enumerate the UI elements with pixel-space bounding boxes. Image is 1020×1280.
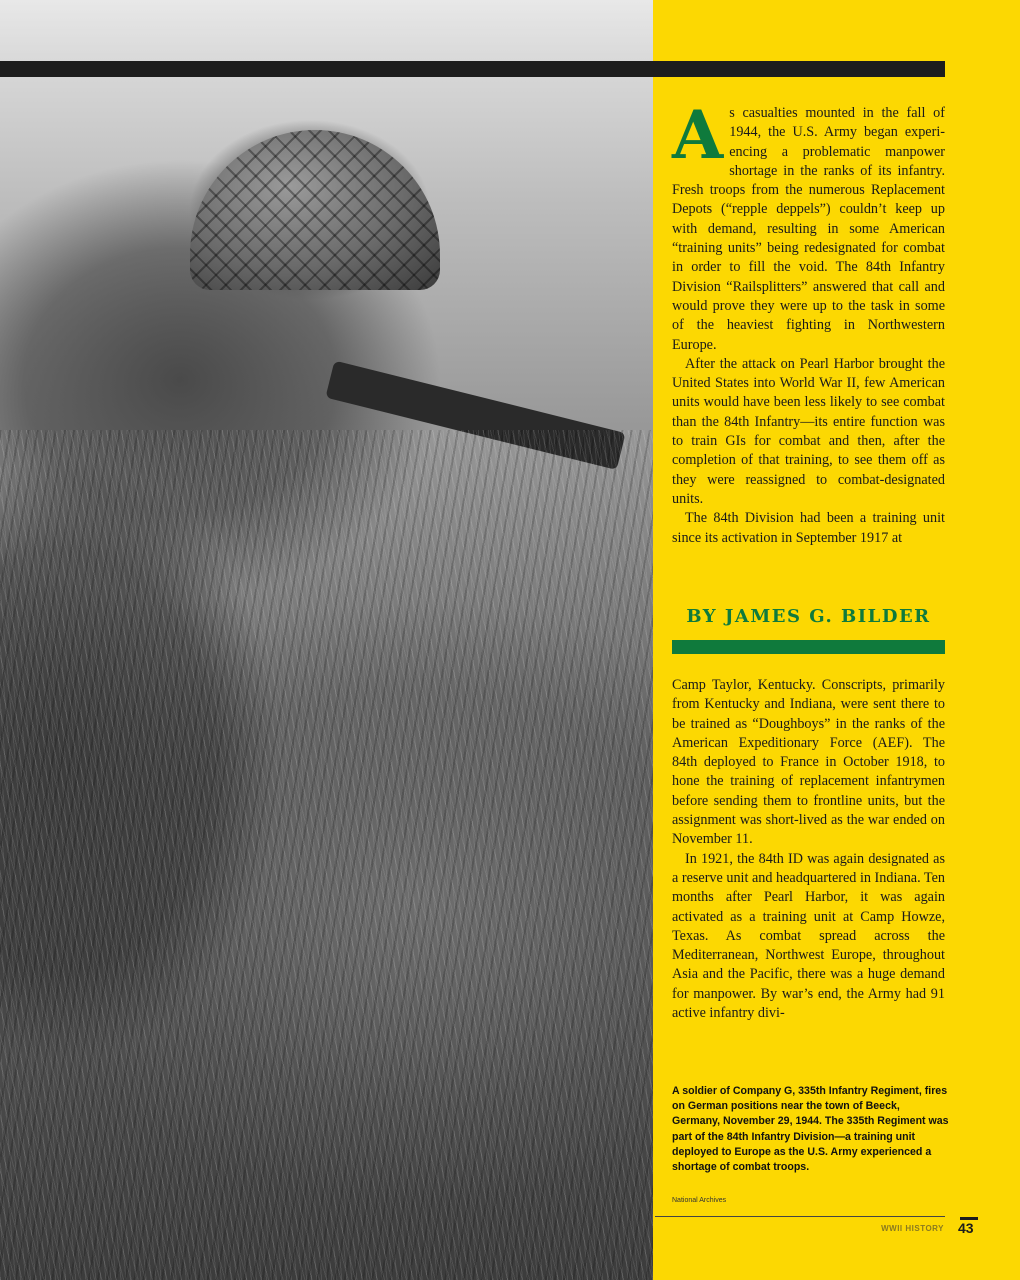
page-number: 43 <box>958 1220 974 1236</box>
green-divider-bar <box>672 640 945 654</box>
magazine-name: WWII HISTORY <box>881 1224 944 1233</box>
paragraph-4: In 1921, the 84th ID was again designated as a reserve unit and headquartered in Indiana. Ten months after Pearl Harbor, it was again activated as a training unit at Camp Howze, Texas. As combat spread across the Mediterranean, Northwest Europe, throughout Asia and the Pacific, there was a huge demand for manpower. By war’s end, the Army had 91 active infantry divi- <box>672 850 945 1022</box>
top-black-bar <box>0 61 945 77</box>
byline: BY JAMES G. BILDER <box>686 606 931 627</box>
photo-credit: National Archives <box>672 1197 727 1204</box>
paragraph-3-continued: Camp Taylor, Kentucky. Conscripts, primarily from Kentucky and Indiana, were sent there to be trained as “Doughboys” in the ranks of the American Expeditionary Force (AEF). The 84th deployed to France in October 1918, to hone the training of replacement infantrymen before sending them to frontline units, but the assignment was short-lived as the war ended on November 11. <box>672 677 945 848</box>
lead-text: s casualties mounted in the fall of 1944, the U.S. Army began experiencing a problematic manpower shortage in the ranks of its infantry. Fresh troops from the numerous Replacement Depots (“repple deppels”) couldn’t keep up with demand, resulting in some American “training units” being redesignated for combat in order to fill the void. The 84th Infantry Division “Railsplitters” answered that call and would prove they were up to the task in some of the heaviest fighting in Northwestern Europe. <box>672 105 945 353</box>
helmet-shape <box>190 130 440 290</box>
photo-caption: A soldier of Company G, 335th Infantry Regiment, fires on German positions near the town of Beeck, Germany, November 29, 1944. The 335th Regiment was part of the 84th Infantry Division—a training unit deployed to Europe as the U.S. Army experienced a shortage of combat troops. <box>672 1085 949 1174</box>
grass-texture <box>0 430 653 1280</box>
footer-rule <box>655 1216 945 1217</box>
lead-paragraph <box>672 96 945 355</box>
paragraph-3: The 84th Division had been a training unit since its activation in September 1917 at <box>672 510 945 546</box>
drop-cap: A <box>672 96 724 174</box>
article-column-bottom <box>672 676 945 1023</box>
article-column-top <box>672 96 945 548</box>
paragraph-2: After the attack on Pearl Harbor brought the United States into World War II, few American units would have been less likely to see combat than the 84th Infantry—its entire function was to train GIs for combat and then, after the completion of that training, to see them off as they were reassigned to combat-designated units. <box>672 355 945 507</box>
